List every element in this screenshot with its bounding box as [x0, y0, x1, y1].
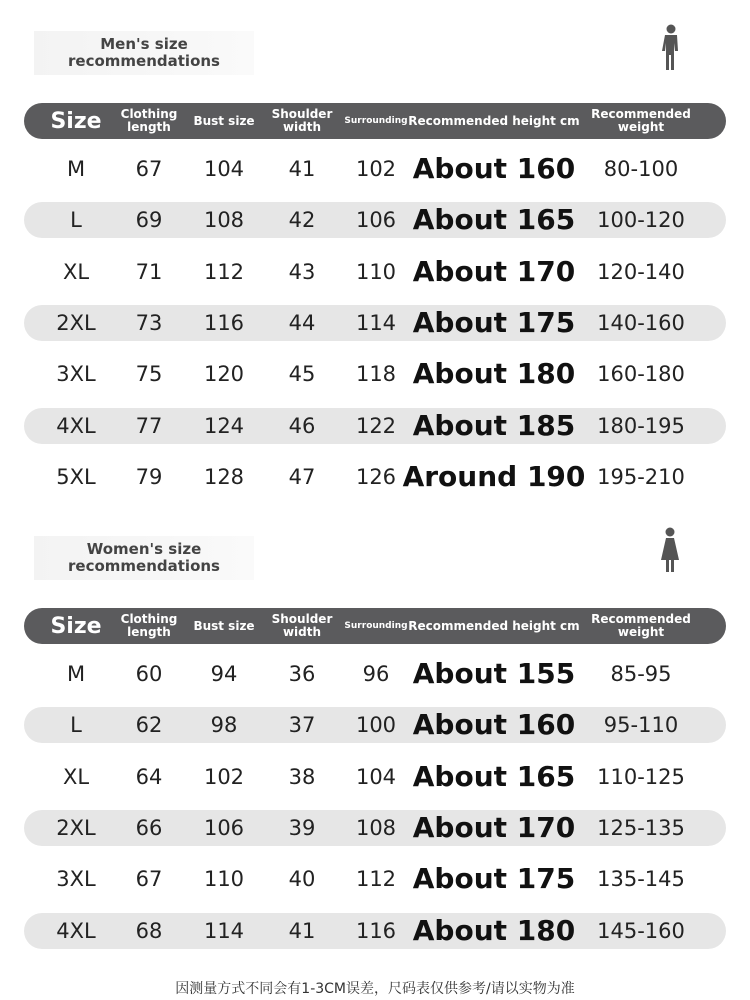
cell-length: 68	[135, 918, 163, 943]
cell-surround: 114	[355, 310, 397, 335]
cell-size: 3XL	[56, 362, 96, 387]
cell-weight: 125-135	[597, 815, 685, 840]
cell-size: 4XL	[56, 413, 96, 438]
cell-height: About 160	[412, 152, 576, 185]
header-size: Size	[50, 613, 102, 639]
table-row	[24, 810, 726, 846]
cell-height: About 155	[412, 657, 576, 690]
cell-length: 71	[135, 259, 163, 284]
cell-shoulder: 44	[288, 310, 316, 335]
cell-height: About 175	[412, 862, 576, 896]
cell-length: 79	[135, 464, 163, 489]
women-section-title	[34, 536, 254, 580]
cell-length: 75	[135, 362, 163, 387]
header-bust: Bust size	[193, 113, 255, 128]
cell-height: About 160	[412, 708, 576, 742]
table-row	[24, 913, 726, 949]
cell-length: 77	[135, 413, 163, 438]
table-row	[24, 656, 726, 692]
header-length: Clothing length	[120, 612, 178, 639]
cell-weight: 100-120	[597, 208, 685, 233]
cell-length: 69	[135, 208, 163, 233]
cell-shoulder: 46	[288, 413, 316, 438]
woman-figure-icon	[661, 527, 679, 573]
table-row	[24, 707, 726, 743]
cell-shoulder: 43	[288, 259, 316, 284]
header-shoulder: Shoulder width	[271, 107, 333, 134]
table-row	[24, 356, 726, 392]
cell-surround: 100	[355, 713, 397, 738]
cell-weight: 110-125	[597, 764, 685, 789]
cell-height: About 165	[412, 759, 576, 793]
cell-weight: 80-100	[603, 157, 679, 181]
cell-height: About 185	[412, 408, 576, 442]
cell-size: 2XL	[56, 815, 96, 840]
header-height: Recommended height cm	[408, 618, 580, 633]
cell-length: 73	[135, 310, 163, 335]
cell-surround: 112	[355, 867, 397, 892]
cell-bust: 108	[203, 208, 245, 233]
cell-shoulder: 41	[288, 918, 316, 943]
cell-shoulder: 36	[288, 662, 316, 686]
cell-surround: 122	[355, 413, 397, 438]
cell-surround: 110	[355, 259, 397, 284]
cell-bust: 102	[203, 764, 245, 789]
cell-weight: 145-160	[597, 918, 685, 943]
cell-bust: 110	[203, 867, 245, 892]
cell-bust: 116	[203, 310, 245, 335]
footer-text: 因测量方式不同会有1-3CM误差，尺码表仅供参考/请以实物为准	[175, 981, 575, 997]
cell-size: L	[70, 208, 82, 233]
cell-shoulder: 40	[288, 867, 316, 892]
cell-surround: 126	[355, 464, 397, 489]
header-bust: Bust size	[193, 618, 255, 633]
header-length: Clothing length	[120, 107, 178, 134]
cell-height: About 180	[412, 357, 576, 391]
cell-height: About 175	[412, 305, 576, 339]
cell-size: 5XL	[56, 464, 96, 489]
cell-size: 3XL	[56, 867, 96, 892]
men-header-row	[24, 103, 726, 139]
cell-size: XL	[62, 259, 90, 284]
men-title-text: Men's size recommendations	[68, 35, 220, 70]
cell-surround: 102	[355, 157, 397, 181]
cell-surround: 118	[355, 362, 397, 387]
table-row	[24, 305, 726, 341]
cell-height: About 170	[412, 810, 576, 844]
men-section-title	[34, 31, 254, 75]
cell-size: XL	[62, 764, 90, 789]
cell-bust: 106	[203, 815, 245, 840]
table-row	[24, 202, 726, 238]
cell-surround: 96	[362, 662, 390, 686]
cell-length: 67	[135, 157, 163, 181]
cell-size: M	[66, 157, 86, 181]
cell-weight: 140-160	[597, 310, 685, 335]
cell-length: 66	[135, 815, 163, 840]
cell-bust: 128	[203, 464, 245, 489]
cell-height: Around 190	[402, 459, 586, 493]
cell-bust: 94	[210, 662, 238, 686]
cell-shoulder: 45	[288, 362, 316, 387]
cell-weight: 180-195	[597, 413, 685, 438]
header-surround: Surrounding	[344, 621, 408, 631]
cell-weight: 85-95	[610, 662, 672, 686]
cell-bust: 124	[203, 413, 245, 438]
cell-shoulder: 38	[288, 764, 316, 789]
cell-weight: 195-210	[597, 464, 685, 489]
cell-height: About 170	[412, 254, 576, 288]
cell-length: 60	[135, 662, 163, 686]
cell-length: 62	[135, 713, 163, 738]
cell-length: 67	[135, 867, 163, 892]
women-header-row	[24, 608, 726, 644]
table-row	[24, 459, 726, 495]
table-row	[24, 254, 726, 290]
cell-shoulder: 37	[288, 713, 316, 738]
cell-bust: 112	[203, 259, 245, 284]
cell-height: About 165	[412, 203, 576, 237]
table-row	[24, 861, 726, 897]
cell-surround: 106	[355, 208, 397, 233]
cell-bust: 120	[203, 362, 245, 387]
header-height: Recommended height cm	[408, 113, 580, 128]
cell-weight: 135-145	[597, 867, 685, 892]
cell-weight: 95-110	[603, 713, 679, 738]
cell-surround: 104	[355, 764, 397, 789]
cell-length: 64	[135, 764, 163, 789]
cell-weight: 160-180	[597, 362, 685, 387]
cell-size: 2XL	[56, 310, 96, 335]
cell-shoulder: 42	[288, 208, 316, 233]
cell-size: L	[70, 713, 82, 738]
cell-bust: 104	[203, 157, 245, 181]
cell-shoulder: 47	[288, 464, 316, 489]
cell-weight: 120-140	[597, 259, 685, 284]
cell-height: About 180	[412, 913, 576, 947]
cell-shoulder: 39	[288, 815, 316, 840]
footer-note	[0, 978, 750, 998]
cell-size: M	[66, 662, 86, 686]
cell-surround: 108	[355, 815, 397, 840]
header-surround: Surrounding	[344, 116, 408, 126]
cell-bust: 98	[210, 713, 238, 738]
table-row	[24, 151, 726, 187]
header-weight: Recommended weight	[591, 107, 691, 134]
table-row	[24, 408, 726, 444]
cell-bust: 114	[203, 918, 245, 943]
header-size: Size	[50, 108, 102, 134]
header-shoulder: Shoulder width	[271, 612, 333, 639]
cell-size: 4XL	[56, 918, 96, 943]
man-figure-icon	[662, 24, 680, 70]
table-row	[24, 759, 726, 795]
cell-shoulder: 41	[288, 157, 316, 181]
header-weight: Recommended weight	[591, 612, 691, 639]
women-title-text: Women's size recommendations	[68, 540, 220, 575]
cell-surround: 116	[355, 918, 397, 943]
